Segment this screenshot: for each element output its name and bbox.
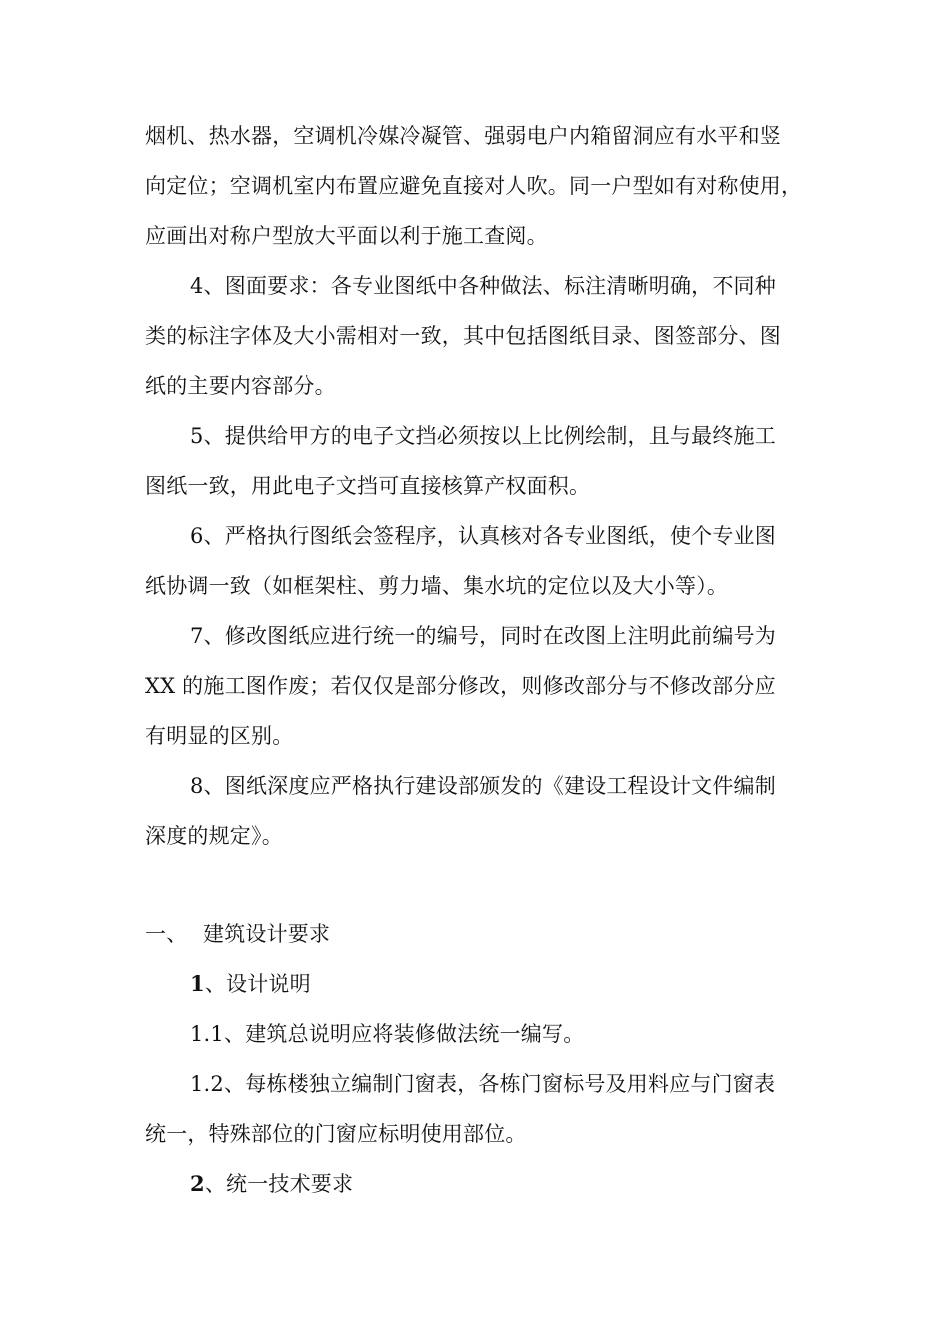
item-6-line-1: 6、严格执行图纸会签程序，认真核对各专业图纸，使个专业图 (190, 524, 776, 548)
item-7-line-1: 7、修改图纸应进行统一的编号，同时在改图上注明此前编号为 (190, 624, 776, 648)
item-7-line-2: XX 的施工图作废；若仅仅是部分修改，则修改部分与不修改部分应 (145, 674, 776, 698)
item-6-line-2: 纸协调一致（如框架柱、剪力墙、集水坑的定位以及大小等）。 (145, 574, 729, 598)
item-1-2-line-1: 1.2、每栋楼独立编制门窗表，各栋门窗标号及用料应与门窗表 (190, 1072, 776, 1096)
subsection-2-title: 、统一技术要求 (204, 1172, 354, 1196)
item-1-2-line-2: 统一，特殊部位的门窗应标明使用部位。 (145, 1122, 527, 1146)
item-8-line-1: 8、图纸深度应严格执行建设部颁发的《建设工程设计文件编制 (190, 774, 776, 798)
subsection-1-heading (190, 969, 311, 999)
intro-line-2: 向定位；空调机室内布置应避免直接对人吹。同一户型如有对称使用， (145, 174, 803, 198)
item-5-line-2: 图纸一致，用此电子文挡可直接核算产权面积。 (145, 474, 591, 498)
subsection-1-title: 、设计说明 (204, 972, 311, 996)
section-heading-number: 一、 (145, 922, 188, 946)
item-8-line-2: 深度的规定》。 (145, 824, 283, 848)
subsection-2-heading (190, 1169, 353, 1199)
item-7-line-3: 有明显的区别。 (145, 724, 294, 748)
item-4-line-3: 纸的主要内容部分。 (145, 374, 336, 398)
section-heading (145, 919, 330, 949)
section-heading-title: 建筑设计要求 (203, 922, 331, 946)
intro-line-3: 应画出对称户型放大平面以利于施工查阅。 (145, 224, 548, 248)
subsection-1-number: 1 (190, 971, 205, 996)
item-5-line-1: 5、提供给甲方的电子文挡必须按以上比例绘制，且与最终施工 (190, 424, 776, 448)
item-4-line-2: 类的标注字体及大小需相对一致，其中包括图纸目录、图签部分、图 (145, 324, 781, 348)
item-1-1: 1.1、建筑总说明应将装修做法统一编写。 (190, 1022, 585, 1046)
intro-line-1: 烟机、热水器，空调机冷媒冷凝管、强弱电户内箱留洞应有水平和竖 (145, 124, 781, 148)
subsection-2-number: 2 (190, 1171, 205, 1196)
item-4-line-1: 4、图面要求：各专业图纸中各种做法、标注清晰明确，不同种 (190, 274, 776, 298)
